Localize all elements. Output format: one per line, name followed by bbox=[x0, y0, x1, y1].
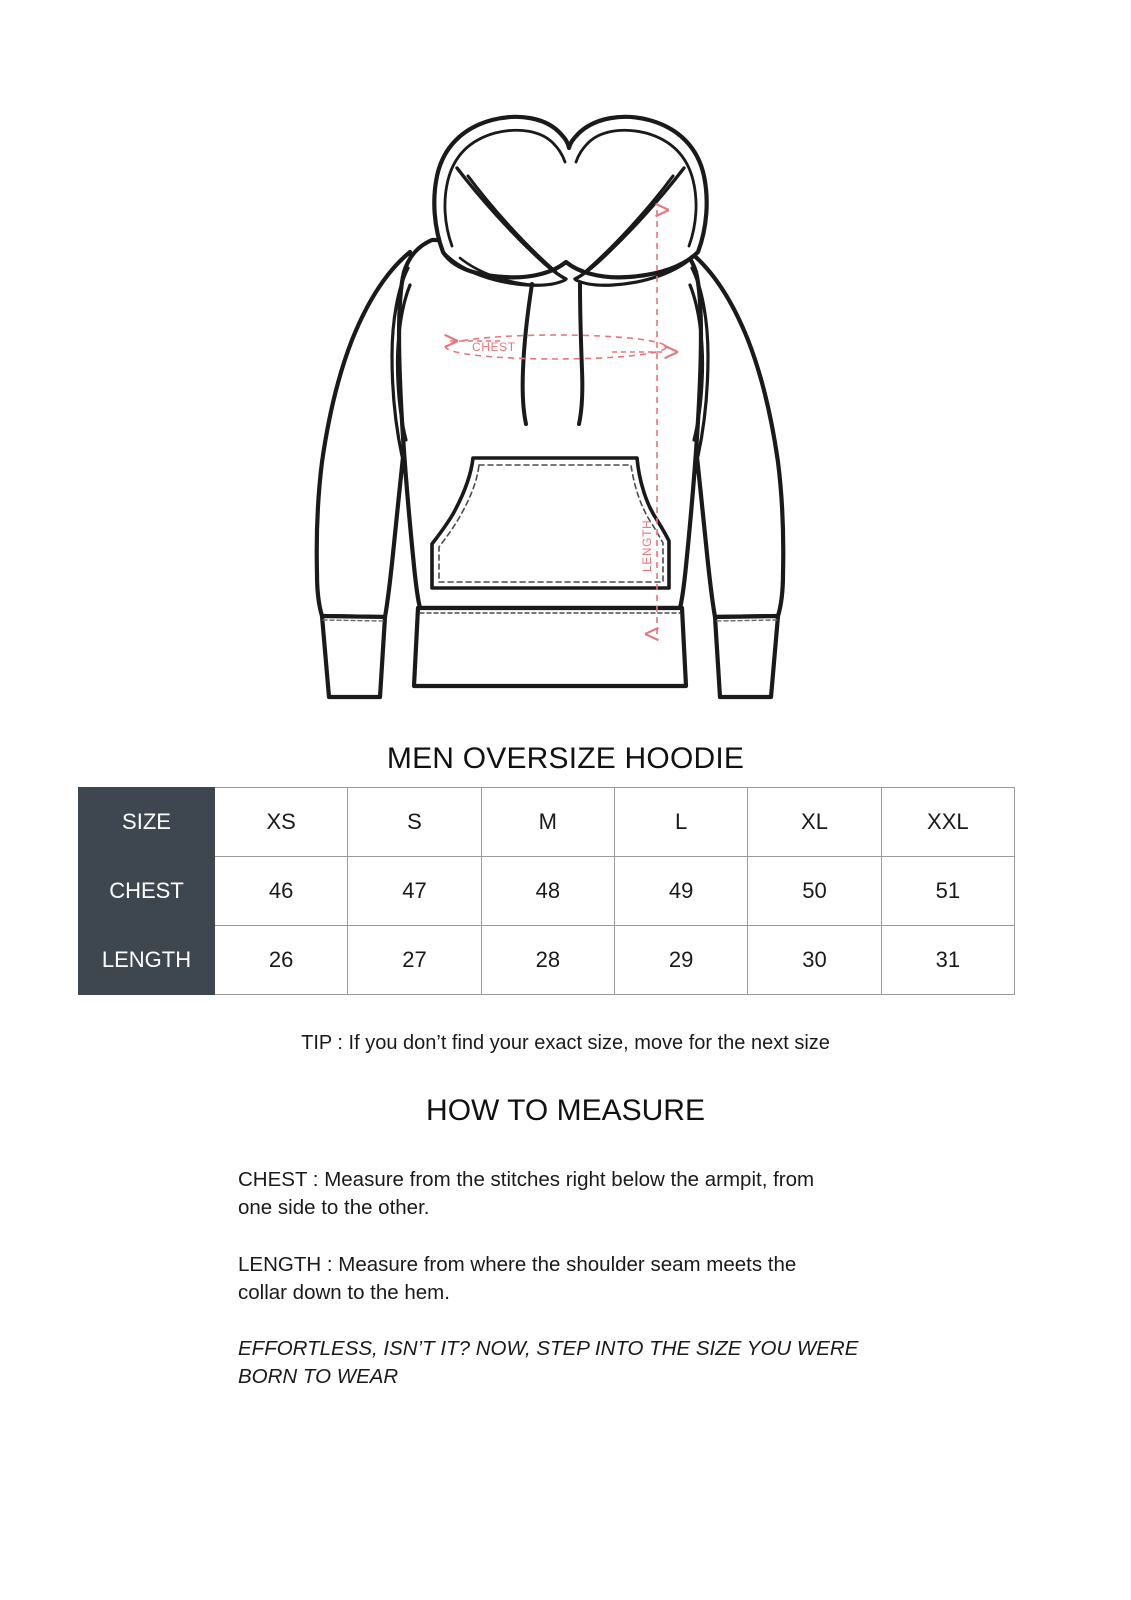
page-title: MEN OVERSIZE HOODIE bbox=[386, 742, 745, 775]
cell-length-l: 29 bbox=[614, 926, 747, 995]
table-row-size bbox=[79, 788, 1015, 857]
length-instruction bbox=[238, 1251, 928, 1308]
cell-chest-xxl: 51 bbox=[881, 857, 1014, 926]
hoodie-body bbox=[399, 240, 701, 608]
row-header-size: SIZE bbox=[79, 788, 215, 857]
left-cuff-stitch bbox=[323, 620, 384, 621]
chest-instruction bbox=[238, 1166, 928, 1223]
closing-statement-line-1: EFFORTLESS, ISN’T IT? NOW, STEP INTO THE SIZE YOU WERE bbox=[238, 1337, 859, 1361]
length-instruction-line-1: LENGTH : Measure from where the shoulder seam meets the bbox=[238, 1252, 797, 1276]
cell-chest-l: 49 bbox=[614, 857, 747, 926]
cell-size-xs: XS bbox=[215, 788, 348, 857]
closing-statement-line-2: BORN TO WEAR bbox=[238, 1365, 399, 1389]
cell-chest-s: 47 bbox=[348, 857, 481, 926]
hem-band bbox=[414, 608, 686, 686]
how-to-measure-body bbox=[238, 1166, 928, 1392]
cell-chest-m: 48 bbox=[481, 857, 614, 926]
cell-length-xs: 26 bbox=[215, 926, 348, 995]
right-cuff bbox=[715, 616, 778, 697]
cell-size-s: S bbox=[348, 788, 481, 857]
row-header-chest: CHEST bbox=[79, 857, 215, 926]
cell-size-m: M bbox=[481, 788, 614, 857]
cell-length-m: 28 bbox=[481, 926, 614, 995]
cell-size-xl: XL bbox=[748, 788, 881, 857]
cell-chest-xs: 46 bbox=[215, 857, 348, 926]
how-to-measure-title: HOW TO MEASURE bbox=[426, 1094, 705, 1127]
length-instruction-line-2: collar down to the hem. bbox=[238, 1280, 450, 1304]
cell-size-l: L bbox=[614, 788, 747, 857]
table-row-length bbox=[79, 926, 1015, 995]
length-guide-label: LENGTH bbox=[640, 519, 654, 572]
cell-length-xxl: 31 bbox=[881, 926, 1014, 995]
size-tip-text: TIP : If you don’t find your exact size, move for the next size bbox=[301, 1032, 830, 1054]
cell-size-xxl: XXL bbox=[881, 788, 1014, 857]
left-cuff bbox=[322, 616, 385, 697]
size-chart-table bbox=[78, 787, 1015, 995]
hoodie-illustration bbox=[0, 0, 1131, 730]
chest-instruction-line-1: CHEST : Measure from the stitches right below the armpit, from bbox=[238, 1168, 815, 1191]
closing-statement bbox=[238, 1335, 928, 1392]
cell-length-xl: 30 bbox=[748, 926, 881, 995]
cell-length-s: 27 bbox=[348, 926, 481, 995]
chest-instruction-line-2: one side to the other. bbox=[238, 1196, 430, 1220]
chest-guide-label: CHEST bbox=[472, 340, 516, 354]
right-cuff-stitch bbox=[716, 620, 777, 621]
table-row-chest bbox=[79, 857, 1015, 926]
row-header-length: LENGTH bbox=[79, 926, 215, 995]
cell-chest-xl: 50 bbox=[748, 857, 881, 926]
